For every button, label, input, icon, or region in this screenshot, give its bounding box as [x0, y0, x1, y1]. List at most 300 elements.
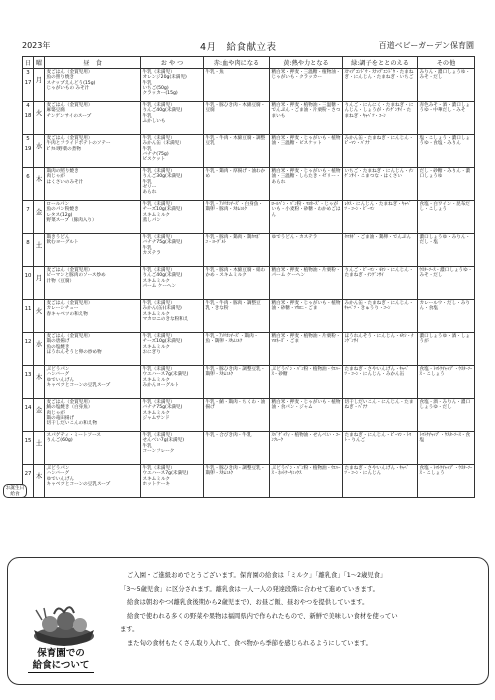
cell-snack-line: 牛乳（未満児）: [142, 70, 175, 75]
cell-green: [343, 102, 418, 135]
cell-lunch-line: 鶏肉の照り焼き: [46, 169, 79, 174]
cell-lunch-line: ゆでいんげん: [46, 377, 75, 383]
table-row: [23, 135, 475, 168]
date-label: 6: [26, 174, 30, 180]
cell-lunch-line: ぶどうパン: [46, 367, 70, 372]
vegetable-basket-icon: [24, 600, 104, 648]
col-header-weekday: 曜: [34, 57, 45, 69]
notice-text: [120, 569, 472, 650]
cell-weekday: [34, 366, 45, 399]
cell-snack-line: 牛乳: [142, 443, 152, 449]
cell-snack: [141, 69, 204, 102]
table-row: [23, 102, 475, 135]
date-label: 12: [24, 339, 32, 345]
cell-other-line: 食塩・白ワイン・昆布だし・こしょう: [419, 202, 470, 213]
cell-snack-line: クラッカー(15g): [142, 91, 178, 97]
cell-red-line: 牛乳・鯖・鶏肉・ちくわ・油揚げ: [205, 400, 266, 411]
cell-snack-line: スキムミルク: [142, 311, 170, 317]
cell-red: [204, 168, 270, 201]
weekday-label: 水: [35, 142, 43, 150]
cell-red: [204, 366, 270, 399]
cell-yellow-line: ぶどうﾊﾟﾝ・ﾊﾟﾝ粉・植物油・ｳｴﾊｰｽ・ﾎｯﾄｹｰｷﾐｯｸｽ: [271, 466, 341, 477]
cell-snack-line: 牛乳（未満児）: [142, 235, 175, 240]
cell-lunch: [45, 102, 141, 135]
cell-yellow-line: 精白米・押麦・じゃがいも・植物油・砂糖・ﾏｶﾛﾆ・ごま: [271, 301, 341, 312]
cell-lunch: [45, 69, 141, 102]
cell-snack-line: スキムミルク: [142, 410, 170, 416]
cell-yellow-line: 精白米・押麦・じゃがいも・植物油・三温糖・しらたき・ゼリー・あられ: [271, 169, 341, 185]
cell-lunch-line: 鶏きうどん: [46, 235, 70, 240]
cell-date: [23, 69, 34, 102]
cell-date: [23, 366, 34, 399]
cell-yellow: [270, 267, 343, 300]
cell-snack-line: 牛乳（未満児）: [142, 334, 175, 339]
cell-lunch-line: 肉じゃが: [46, 174, 65, 180]
date-label: 19: [24, 146, 32, 153]
cell-snack: [141, 333, 204, 366]
cell-lunch-line: キャベツとコーンの豆乳スープ: [46, 481, 111, 487]
cell-lunch-line: 鶏の唐揚げ: [46, 339, 70, 345]
cell-lunch: [45, 300, 141, 333]
cell-yellow: [270, 432, 343, 465]
cell-lunch-line: 麻婆豆腐: [46, 108, 65, 114]
col-header-red: 赤:血や肉になる: [204, 57, 270, 69]
cell-other-line: ﾄﾏﾄｹﾁｬｯﾌﾟ・ｳｽﾀｰｿｰｽ・食塩: [419, 433, 471, 444]
cell-lunch: [45, 333, 141, 366]
cell-snack: [141, 168, 204, 201]
cell-weekday: [34, 300, 45, 333]
weekday-label: 木: [35, 175, 43, 183]
cell-lunch: [45, 168, 141, 201]
cell-snack-line: パーム ケーヘン: [142, 283, 177, 289]
notice-paragraph-1: ご入園・ご進級おめでとうございます。保育園の給食は「ミルク」「離乳食」「1～2歳児食」: [127, 572, 387, 579]
date-label: 27: [24, 471, 32, 477]
cell-weekday: [34, 201, 45, 234]
date-label: 13: [24, 372, 32, 378]
cell-snack-line: 牛乳（未満児）: [142, 400, 175, 405]
date-label: 11: [24, 306, 32, 312]
cell-red: [204, 432, 270, 465]
cell-lunch-line: 麦ごはん（金賞児用）: [46, 334, 93, 339]
cell-snack-line: おにぎり: [142, 349, 161, 355]
cell-lunch: [45, 267, 141, 300]
cell-green-line: たまねぎ・さやいんげん・ｷｬﾍﾞﾂ・ｺｰﾝ・にんじん: [344, 466, 409, 477]
cell-lunch-line: ピーマンと豚肉のソース炒め: [46, 273, 106, 279]
cell-lunch: [45, 399, 141, 432]
cell-red-line: 牛乳・豚ひき肉・木綿豆腐・豆腐: [205, 103, 266, 114]
weekday-label: 火: [35, 307, 43, 315]
birthday-lunch-sticker: [3, 484, 27, 498]
cell-other: [418, 102, 475, 135]
cell-weekday: [34, 267, 45, 300]
cell-green-line: みかん缶・たまねぎ・にんじん・ﾋﾟｰﾏﾝ・ﾊﾞﾅﾅ: [344, 136, 414, 147]
cell-other: [418, 300, 475, 333]
cell-red: [204, 135, 270, 168]
cell-other-line: 濃口しょうゆ・みりん・だし・塩: [419, 235, 471, 246]
cell-snack: [141, 366, 204, 399]
col-header-yellow: 黄:熱や力となる: [270, 57, 343, 69]
cell-lunch-line: 麦ごはん（金賞児用）: [46, 136, 93, 141]
cell-red: [204, 102, 270, 135]
cell-lunch-line: ほうれんそうと卵の炒め物: [46, 349, 102, 355]
cell-snack-line: ゼリー: [142, 184, 157, 190]
page-title: 4月 給食献立表: [200, 42, 277, 53]
cell-green-line: ｽﾅｯﾌﾟｴﾝﾄﾞｳ・ｽﾅｯﾌﾟｴﾝﾄﾞｳ・たまねぎ・にんじん・たまねぎ・いちご: [344, 70, 414, 81]
cell-snack-line: みかん缶（未満児）: [142, 141, 184, 147]
cell-lunch-line: ロールパン: [46, 202, 70, 207]
cell-snack-line: 牛乳（未満児）: [142, 268, 175, 273]
cell-lunch-line: ﾋﾟｸﾙｽ野菜の煮物: [46, 146, 81, 152]
notice-paragraph-3: 給食で使われる多くの野菜や果物は福岡県内で作られたもので、新鮮で美味しい食材を使ってい: [127, 612, 398, 620]
cell-lunch-line: レタス(12g): [46, 212, 73, 218]
cell-green: [343, 201, 418, 234]
cell-weekday: [34, 168, 45, 201]
date-label: 7: [26, 207, 30, 213]
cell-other: [418, 432, 475, 465]
weekday-label: 金: [35, 406, 43, 414]
cell-lunch-line: ハンバーグ: [46, 372, 70, 378]
table-row: [23, 399, 475, 432]
cell-red-line: 牛乳・豚ひき肉・調整豆乳・鶏卵・ｽｷﾑﾐﾙｸ: [205, 466, 266, 477]
cell-lunch-line: スナップえんどう(15g): [46, 80, 96, 86]
cell-snack-line: ビスケット: [142, 157, 166, 163]
cell-red: [204, 333, 270, 366]
cell-red-line: 牛乳・牛肉・豚肉・調整豆乳・きな粉: [205, 301, 261, 312]
cell-lunch-line: 汁物（豆腐）: [46, 278, 75, 284]
cell-date: [23, 267, 34, 300]
cell-snack-line: みかんヨーグルト: [142, 382, 180, 388]
cell-lunch-line: 麦ごはん（金賞児用）: [46, 400, 93, 405]
cell-lunch-line: キャベツとコーンの豆乳スープ: [46, 382, 111, 388]
cell-lunch-line: 魚のパン粉焼き: [46, 207, 79, 213]
cell-snack-line: スキムミルク: [142, 476, 170, 482]
table-row: [23, 234, 475, 267]
cell-date: [23, 399, 34, 432]
cell-date: [23, 234, 34, 267]
weekday-label: 木: [35, 472, 43, 480]
cell-date: [23, 300, 34, 333]
cell-red-line: 牛乳・魚: [205, 70, 224, 75]
cell-lunch-line: 牛肉とフライドポテトのソテー: [46, 141, 111, 147]
cell-other: [418, 234, 475, 267]
cell-red: [204, 201, 270, 234]
cell-green-line: りんご・にんにく・たまねぎ・にんじん・しょうが・ﾁﾝｹﾞﾝｻｲ・たまねぎ・ｷｬﾍﾞﾂ・ｺｰﾝ: [344, 103, 414, 119]
table-row: [23, 300, 475, 333]
notice-title: [28, 648, 94, 673]
table-row: [23, 366, 475, 399]
cell-snack-line: バナナ(75g): [142, 151, 169, 157]
cell-snack-line: りんご30g(未満児): [142, 174, 183, 180]
cell-lunch: [45, 366, 141, 399]
cell-yellow: [270, 399, 343, 432]
cell-lunch: [45, 465, 141, 498]
cell-snack-line: 牛乳: [142, 113, 152, 119]
table-header-row: [23, 57, 475, 69]
cell-yellow: [270, 366, 343, 399]
cell-other-line: みりん・濃口しょうゆ・みそ・だし: [419, 70, 471, 81]
menu-table: [22, 56, 475, 498]
date-label: 14: [24, 405, 32, 411]
cell-snack: [141, 465, 204, 498]
cell-yellow: [270, 168, 343, 201]
cell-green: [343, 399, 418, 432]
cell-green: [343, 135, 418, 168]
cell-red-line: 牛乳・ｱﾒﾘｶﾝﾁｰｽﾞ・鶏肉・魚・鶏卵・ｽｷﾑﾐﾙｸ: [205, 334, 259, 345]
cell-snack-line: 牛乳: [142, 179, 152, 185]
cell-other-line: だし・砂糖・みりん・濃口しょうゆ: [419, 169, 471, 180]
cell-snack-line: オレンジ20g(未満児): [142, 75, 187, 81]
cell-green: [343, 300, 418, 333]
cell-snack-line: 牛乳: [142, 245, 152, 251]
cell-other: [418, 135, 475, 168]
sticker-line2: 給食: [10, 491, 20, 497]
cell-other: [418, 201, 475, 234]
cell-lunch-line: りんご(60g): [46, 438, 73, 444]
cell-snack-line: スキムミルク: [142, 278, 170, 284]
cell-snack-line: あられ: [142, 190, 157, 196]
cell-yellow-line: ゆでうどん・カステラ: [271, 235, 318, 240]
date-label: 8: [26, 240, 30, 246]
cell-lunch-line: カレーシチュー: [46, 306, 79, 312]
cell-yellow-line: ｽﾊﾟｹﾞｯﾃｨ・植物油・せんべい・ｺｰﾝﾌﾚｰｸ: [271, 433, 341, 444]
cell-yellow: [270, 102, 343, 135]
cell-green: [343, 333, 418, 366]
cell-green: [343, 366, 418, 399]
cell-lunch-line: チンゲンサイのスープ: [46, 113, 92, 119]
col-header-other: その他: [418, 57, 475, 69]
cell-lunch: [45, 432, 141, 465]
cell-yellow: [270, 300, 343, 333]
weekday-label: 土: [35, 439, 43, 447]
cell-snack-line: スキムミルク: [142, 212, 170, 218]
month-label: 3: [26, 70, 30, 76]
cell-yellow: [270, 333, 343, 366]
cell-date: [23, 201, 34, 234]
cell-snack-line: マカロニのきな粉和え: [142, 316, 189, 322]
cell-lunch: [45, 135, 141, 168]
cell-snack-line: りんご40g(未満児): [142, 108, 183, 114]
cell-snack: [141, 201, 204, 234]
cell-snack-line: 蒸しパン: [142, 217, 161, 223]
sticker-line1: お誕生日: [5, 486, 25, 491]
cell-lunch-line: 飲むヨーグルト: [46, 240, 79, 246]
cell-other: [418, 69, 475, 102]
cell-red: [204, 465, 270, 498]
cell-red-line: 牛乳・豚肉・鶏肉・鶏ｶﾏﾎﾞｺ・ﾖｰｸﾞﾙﾄ: [205, 235, 261, 246]
cell-red: [204, 399, 270, 432]
cell-lunch-line: 麦ごはん（金賞児用）: [46, 70, 93, 75]
month-label: 4: [26, 103, 30, 109]
cell-lunch-line: 麦ごはん（金賞児用）: [46, 103, 93, 108]
cell-snack-line: りんご40g(未満児): [142, 273, 183, 279]
cell-other: [418, 399, 475, 432]
cell-green-line: たまねぎ・さやいんげん・ｷｬﾍﾞﾂ・ｺｰﾝ・にんじん・みかん缶: [344, 367, 409, 378]
cell-green-line: みかん缶・たまねぎ・にんじん・ｷｬﾍﾞﾂ・きゅうり・ｺｰﾝ: [344, 301, 414, 312]
cell-snack-line: バナナ75g(未満児): [142, 240, 183, 246]
weekday-label: 土: [35, 241, 43, 249]
cell-weekday: [34, 465, 45, 498]
cell-yellow-line: 精白米・押麦・植物油・三温糖・でんぷん・ごま油・片栗粉・さつまいも: [271, 103, 341, 119]
cell-yellow-line: ﾛｰﾙﾊﾟﾝ・ﾊﾟﾝ粉・ﾏﾖﾈｰｽﾞ・じゃがいも・小麦粉・砂糖・わかめごはん: [271, 202, 341, 218]
cell-other: [418, 366, 475, 399]
cell-red-line: 牛乳・鶏肉・厚揚げ・油わかめ: [205, 169, 266, 180]
cell-other: [418, 333, 475, 366]
col-header-lunch: 昼 食: [45, 57, 141, 69]
weekday-label: 月: [35, 274, 43, 282]
cell-red-line: 牛乳・牛肉・木綿豆腐・調整豆乳: [205, 136, 266, 147]
cell-yellow-line: ぶどうﾊﾟﾝ・ﾊﾟﾝ粉・植物油・ｳｴﾊｰｽ・砂糖: [271, 367, 341, 378]
cell-snack-line: せんべい7g(未満児): [142, 438, 184, 444]
notice-title-line1: 保育園での: [37, 648, 85, 659]
cell-green: [343, 168, 418, 201]
col-header-green: 緑:調子をととのえる: [343, 57, 418, 69]
date-label: 17: [24, 80, 32, 87]
school-name: 百道ベビーガーデン保育園: [378, 41, 474, 50]
cell-green: [343, 432, 418, 465]
cell-other-line: ｳｽﾀｰｿｰｽ・濃口しょうゆ・みそ・だし: [419, 268, 473, 279]
cell-snack-line: 牛乳: [142, 80, 152, 86]
cell-lunch-line: 麦ごはん（金賞児用）: [46, 301, 93, 306]
cell-other-line: カレールウ・だし・みりん・食塩: [419, 301, 470, 312]
cell-lunch: [45, 234, 141, 267]
table-row: [23, 201, 475, 234]
cell-snack: [141, 102, 204, 135]
cell-yellow-line: 精白米・押麦・じゃがいも・植物油・食パン・ジャム: [271, 400, 341, 411]
cell-red: [204, 267, 270, 300]
cell-snack-line: 牛乳（未満児）: [142, 367, 175, 372]
table-row: [23, 267, 475, 300]
year-label: 2023年: [22, 41, 51, 50]
cell-other-line: 塩・こしょう・濃口しょうゆ・食塩・みりん: [419, 136, 471, 147]
cell-snack-line: 牛乳（未満児）: [142, 433, 175, 438]
cell-yellow: [270, 69, 343, 102]
cell-snack-line: 牛乳: [142, 146, 152, 152]
cell-snack-line: カステラ: [142, 250, 161, 256]
cell-date: [23, 432, 34, 465]
cell-snack: [141, 399, 204, 432]
cell-snack-line: チーズ10g(未満児): [142, 339, 183, 345]
cell-lunch-line: はくさいのみそ汁: [46, 179, 84, 185]
cell-lunch-line: 春キャベツの和え物: [46, 311, 88, 317]
cell-green-line: たまねぎ・にんじん・ﾋﾟｰﾏﾝ・ﾄﾏﾄ・りんご: [344, 433, 412, 444]
cell-red: [204, 69, 270, 102]
cell-snack-line: ウエハース7g(未満児): [142, 471, 189, 477]
cell-lunch-line: ぶどうパン: [46, 466, 70, 471]
cell-weekday: [34, 234, 45, 267]
cell-yellow: [270, 465, 343, 498]
cell-lunch-line: ゆでいんげん: [46, 476, 75, 482]
cell-date: [23, 102, 34, 135]
col-header-snack: お や つ: [141, 57, 204, 69]
cell-snack-line: 牛乳（未満児）: [142, 136, 175, 141]
cell-snack: [141, 234, 204, 267]
cell-lunch-line: じゃがいもの みそ汁: [46, 85, 90, 91]
cell-red: [204, 300, 270, 333]
date-label: 15: [24, 438, 32, 444]
cell-other-line: 食塩・酒・みりん・濃口しょうゆ・だし: [419, 400, 471, 411]
cell-date: [23, 135, 34, 168]
table-row: [23, 465, 475, 498]
cell-snack-line: いちご(50g): [142, 85, 169, 91]
cell-snack-line: 牛乳（未満児）: [142, 466, 175, 471]
notice-paragraph-4: また旬の食材もたくさん取り入れて、食べ物から季節を感じられるようにしています。: [127, 639, 372, 647]
cell-snack-line: 牛乳（未満児）: [142, 301, 175, 306]
cell-weekday: [34, 69, 45, 102]
cell-other: [418, 168, 475, 201]
month-label: 5: [26, 136, 30, 142]
cell-other-line: 赤色みそ・酒・濃口しょうゆ・中華だし・みそ: [419, 103, 471, 114]
notice-paragraph-2: 給食は朝おやつ(離乳食後期から2歳児まで)、お昼ご飯、昼おやつを提供しています。: [127, 599, 369, 606]
cell-red-line: 牛乳・ｱﾒﾘｶﾝﾁｰｽﾞ・白身魚・鶏卵・豚肉・ｽｷﾑﾐﾙｸ: [205, 202, 263, 213]
cell-other: [418, 465, 475, 498]
cell-snack-line: スキムミルク: [142, 377, 170, 383]
cell-date: [23, 168, 34, 201]
table-row: [23, 168, 475, 201]
cell-lunch-line: 鶏の竜田揚げ: [46, 415, 75, 421]
cell-lunch-line: 肉じゃが: [46, 410, 65, 416]
cell-snack-line: 牛乳（未満児）: [142, 169, 175, 174]
weekday-label: 木: [35, 373, 43, 381]
cell-green-line: 切干しだいこん・にんじん・たまねぎ・ﾊﾞﾅﾅ: [344, 400, 414, 411]
cell-red: [204, 234, 270, 267]
page-header: [22, 40, 474, 54]
cell-lunch-line: 野菜スープ（豚肉入り）: [46, 217, 97, 223]
cell-lunch-line: 麦ごはん（金賞児用）: [46, 268, 93, 273]
cell-snack-line: バナナ75g(未満児): [142, 405, 183, 411]
cell-lunch-line: 魚の照り焼き: [46, 75, 75, 81]
cell-snack: [141, 267, 204, 300]
cell-weekday: [34, 399, 45, 432]
cell-lunch-line: 魚の塩焼き: [46, 344, 70, 350]
cell-green-line: りんご・ﾋﾟｰﾏﾝ・ﾓﾔｼ・にんじん・たまねぎ・ﾁﾝｹﾞﾝｻｲ: [344, 268, 414, 279]
cell-green: [343, 234, 418, 267]
cell-snack-line: ウエハース7g(未満児): [142, 372, 189, 378]
cell-yellow-line: 精白米・押麦・じゃがいも・植物油・三温糖・ビスケット: [271, 136, 341, 147]
cell-lunch-line: 切干しだいこんの和え物: [46, 421, 98, 427]
cell-red-line: 牛乳・豚ひき肉・調整豆乳・鶏卵・ｽｷﾑﾐﾙｸ: [205, 367, 266, 378]
cell-other-line: 濃口しょうゆ・酒・しょうが: [419, 334, 471, 345]
cell-other-line: 食塩・ﾄﾏﾄｹﾁｬｯﾌﾟ・ｳｽﾀｰｿｰｽ・こしょう: [419, 367, 473, 378]
menu-body: [23, 69, 475, 498]
cell-snack: [141, 432, 204, 465]
table-row: [23, 333, 475, 366]
cell-weekday: [34, 102, 45, 135]
cell-snack-line: 牛乳（未満児）: [142, 202, 175, 207]
notice-paragraph-3b: ます。: [120, 626, 139, 633]
cell-green-line: いちご・たまねぎ・にんじん・ﾁﾝｹﾞﾝｻｲ・こまつな・はくさい: [344, 169, 414, 180]
cell-green-line: ほうれんそう・にんじん・ﾓﾔｼ・ﾁﾝｹﾞﾝｻｲ: [344, 334, 414, 345]
cell-lunch: [45, 201, 141, 234]
notice-title-line2: 給食について: [28, 660, 94, 673]
cell-snack-line: 牛乳（未満児）: [142, 103, 175, 108]
cell-green-line: ﾀﾏﾈｷﾞ・ごま油・鶏卵・でんぷん: [344, 235, 412, 240]
cell-red-line: 牛乳・合びき肉・牛乳: [205, 433, 252, 438]
cell-snack-line: ホットケーキ: [142, 481, 170, 487]
weekday-label: 金: [35, 208, 43, 216]
table-row: [23, 69, 475, 102]
cell-weekday: [34, 135, 45, 168]
cell-yellow-line: 精白米・押麦・植物油・片栗粉・ﾏﾖﾈｰｽﾞ・ごま: [271, 334, 341, 345]
cell-snack-line: みかん(缶)(未満児): [142, 306, 182, 312]
cell-other: [418, 267, 475, 300]
weekday-label: 月: [35, 76, 43, 84]
cell-snack: [141, 135, 204, 168]
cell-green: [343, 69, 418, 102]
notice-paragraph-1b: 「3～5歳児食」に区分されます。離乳食は一人一人の発達段階に合わせて進めていきます。: [120, 585, 379, 593]
cell-snack-line: スキムミルク: [142, 344, 170, 350]
cell-yellow: [270, 135, 343, 168]
cell-snack: [141, 300, 204, 333]
